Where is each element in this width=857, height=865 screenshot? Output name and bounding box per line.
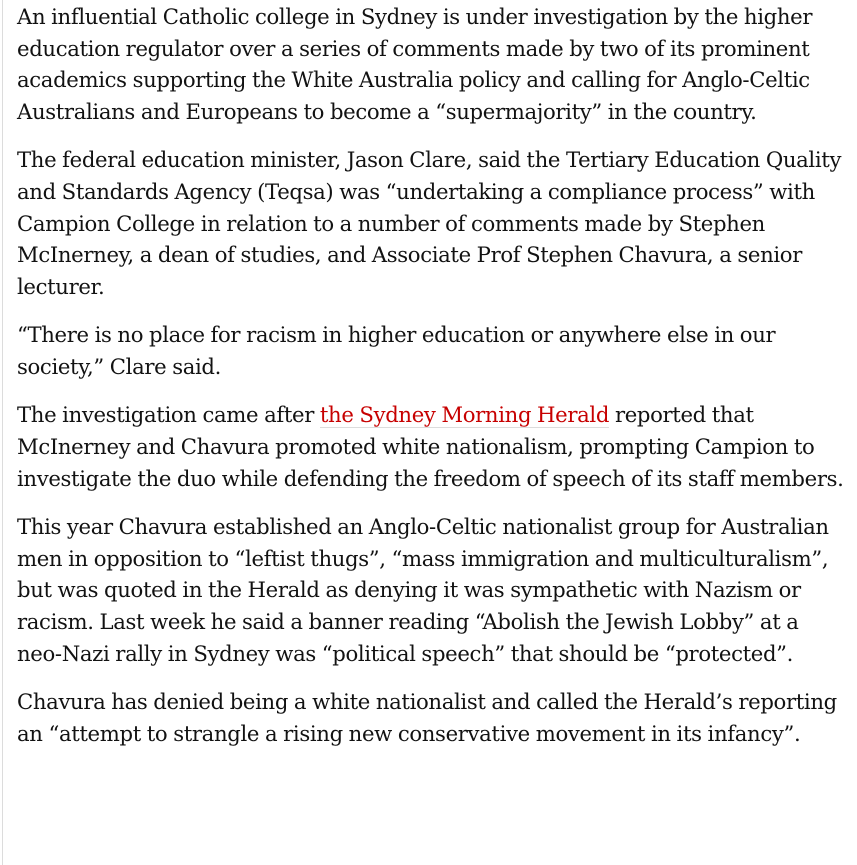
paragraph-4 [17,399,847,494]
left-border [2,0,3,865]
paragraph-5: This year Chavura established an Anglo-Celtic nationalist group for Australian men in opposition to “leftist thugs”, “mass immigration and multiculturalism”, but was quoted in the Herald as denying it was sympathetic with Nazism or racism. Last week he said a banner reading “Abolish the Jewish Lobby” at a neo-Nazi rally in Sydney was “political speech” that should be “protected”. [17,513,829,666]
article-body [17,1,847,766]
sydney-morning-herald-link[interactable]: the Sydney Morning Herald [319,402,610,428]
paragraph-3: “There is no place for racism in higher education or anywhere else in our society,” Clare said. [17,322,776,380]
paragraph-1: An influential Catholic college in Sydney is under investigation by the higher education regulator over a series of comments made by two of its prominent academics supporting the White Australia policy and calling for Anglo-Celtic Australians and Europeans to become a “supermajority” in the country. [17,4,813,125]
paragraph-6: Chavura has denied being a white nationalist and called the Herald’s reporting an “attempt to strangle a rising new conservative movement in its infancy”. [17,688,837,746]
paragraph-4-lead: The investigation came after [17,402,320,428]
paragraph-2: The federal education minister, Jason Clare, said the Tertiary Education Quality and Standards Agency (Teqsa) was “undertaking a compliance process” with Campion College in relation to a number of comments made by Stephen McInerney, a dean of studies, and Associate Prof Stephen Chavura, a senior lecturer. [17,147,842,300]
paragraph-4-rest: reported that McInerney and Chavura promoted white nationalism, prompting Campion to investigate the duo while defending the freedom of speech of its staff members. [17,402,844,491]
